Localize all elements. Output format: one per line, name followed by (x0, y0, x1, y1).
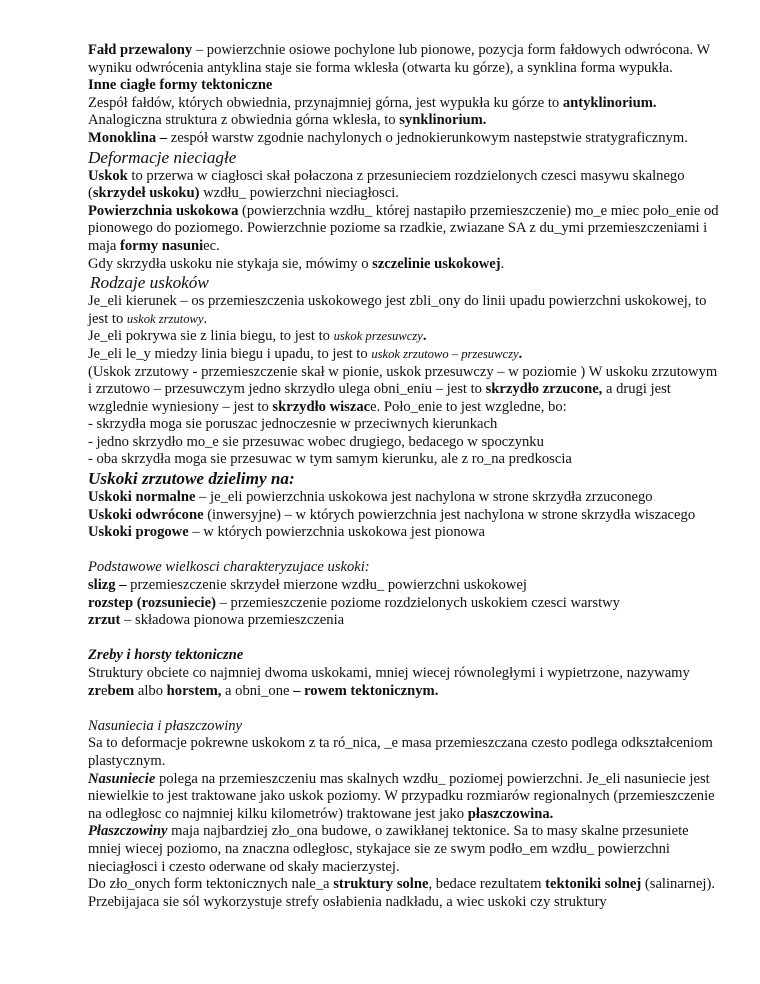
term-monoklina: Monoklina – (88, 129, 168, 146)
term-zreb-bem: bem (107, 682, 135, 699)
paragraph-deformacje-pokrewne: Sa to deformacje pokrewne uskokom z ta ró_nica, _e masa przemieszczana czesto podlega odkształceniom plastycznym. (88, 735, 713, 769)
paragraph-zreby (88, 665, 720, 700)
term-slizg: slizg – (88, 577, 127, 594)
term-row-tektoniczny: – rowem tektonicznym. (293, 682, 439, 699)
subheading-inne-ciagle-formy (88, 77, 720, 95)
term-uskok: Uskok (88, 167, 128, 184)
paragraph-plaszczowiny (88, 823, 720, 876)
paragraph-text: Analogiczna struktura z obwiednia górna wklesła, to (88, 112, 400, 129)
term-plaszczowina: płaszczowina. (467, 805, 554, 822)
paragraph-powierzchnia-uskokowa (88, 203, 720, 256)
paragraph-text: , bedace rezultatem (428, 876, 546, 893)
term-nasuniecie: Nasuni (88, 770, 132, 787)
heading-podstawowe-wielkosci: Podstawowe wielkosci charakteryzujace uskoki: (88, 559, 370, 576)
paragraph-text: ec. (203, 237, 220, 254)
heading-rodzaje-uskokow: Rodzaje uskoków (90, 273, 209, 293)
heading-zreby-horsty: Zreby i horsty tektoniczne (88, 647, 244, 664)
term-skrzydlo-wiszace: skrzydło wiszac (272, 398, 371, 415)
term-nasuniecie-cont: ecie (131, 770, 156, 787)
paragraph-struktury-solne (88, 876, 720, 911)
term-skrzydel-uskoku: skrzydeł uskoku) (92, 185, 200, 202)
subheading-text: Inne ciagłe formy tektoniczne (88, 77, 273, 94)
term-zreb-e: e (100, 682, 108, 699)
term-synklinorium: synklinorium. (399, 112, 487, 129)
term-plaszczowiny: Płaszczowiny (88, 823, 168, 840)
paragraph-monoklina (88, 130, 720, 148)
term-uskok-przesuwczy: uskok przesuwczy (333, 329, 423, 344)
paragraph-text: – w których powierzchnia uskokowa jest pionowa (188, 524, 485, 541)
paragraph-text: . (500, 255, 505, 272)
paragraph-text: a obni_one (221, 682, 294, 699)
term-szczelina-uskokowa: szczelinie uskokowej (372, 255, 501, 272)
paragraph-text: – składowa pionowa przemieszczenia (120, 612, 345, 629)
paragraph-text: Zespół fałdów, których obwiednia, przynajmniej górna, jest wypukła ku górze to (88, 94, 563, 111)
paragraph-text: (salinarnej). Przebijajaca sie sól wykorzystuje strefy osłabienia nadkładu, a wiec uskoki czy struktury (88, 876, 715, 910)
paragraph-skrzydla (88, 364, 720, 417)
term-rozstep-cont: ecie) (187, 594, 216, 611)
term-uskok-zrzutowo-przesuwczy: uskok zrzutowo – przesuwczy (371, 346, 519, 361)
heading-uskoki-zrzutowe: Uskoki zrzutowe dzielimy na: (88, 469, 295, 489)
term-uskoki-progowe: Uskoki progowe (88, 524, 189, 541)
paragraph-text: Je_eli le_y miedzy linia biegu i upadu, to jest to (88, 345, 372, 362)
paragraph-text: Je_eli kierunek – os przemieszczenia uskokowego jest zbli_ony do linii upadu powierzchni uskokowej, to jest to (88, 293, 707, 327)
paragraph-zrzut (88, 612, 720, 630)
term-uskoki-normalne: Uskoki normalne (88, 489, 196, 506)
paragraph-uskok-przesuwczy (88, 328, 720, 346)
paragraph-text: . (203, 310, 208, 327)
paragraph-text: zespół warstw zgodnie nachylonych o jednokierunkowym nastepstwie stratygraficznym. (167, 129, 688, 146)
paragraph-nasuniecie (88, 771, 720, 824)
paragraph-text: polega na przemieszczeniu mas skalnych wzdłu_ poziomej powierzchni. Je_eli nasuniecie jest niewielkie to jest traktowane jako uskok poziomy. W przypadku rozmiarów regionalnych (przemieszczenie na odległosc co najmniej kilku kilometrów) traktowane jest jako (88, 770, 715, 822)
spacer (88, 700, 720, 718)
paragraph-uskok (88, 168, 720, 203)
paragraph-text: e. Poło_enie to jest wzgledne, bo: (370, 398, 567, 415)
term-zreb: zr (88, 682, 101, 699)
term-horst: horstem, (166, 682, 222, 699)
paragraph-text: a drugi jest wzglednie wyniesiony – jest to (88, 381, 671, 415)
list-item: - skrzydła moga sie poruszac jednoczesnie w przeciwnych kierunkach (88, 416, 498, 433)
paragraph-text: to przerwa w ciagłosci skał połaczona z przesunieciem rozdzielonych czesci masywu skalnego ( (88, 167, 685, 202)
paragraph-text: – je_eli powierzchnia uskokowa jest nachylona w strone skrzydła zrzuconego (195, 489, 653, 506)
paragraph-antyklinorium (88, 95, 720, 130)
paragraph-text: . (518, 345, 523, 362)
term-tektonika-solna: tektoniki solnej (545, 876, 642, 893)
term-formy-nasuniec: formy nasuni (120, 237, 204, 254)
heading-deformacje-nieciagle: Deformacje nieciagłe (88, 147, 237, 167)
term-antyklinorium: antyklinorium. (562, 94, 657, 111)
paragraph-rozstep (88, 595, 720, 613)
term-uskok-zrzutowy: uskok zrzutowy (126, 311, 204, 326)
term-uskoki-odwrocone: Uskoki odwrócone (88, 506, 204, 523)
paragraph-text: Do zło_onych form tektonicznych nale_a (88, 876, 334, 893)
list-item: - jedno skrzydło mo_e sie przesuwac wobec drugiego, bedacego w spoczynku (88, 433, 544, 450)
spacer (88, 542, 720, 560)
paragraph-text: maja najbardziej zło_ona budowe, o zawikłanej tektonice. Sa to masy skalne przesuniete mniej wiecej poziomo, na znaczna odległosc, stykajace sie ze swym podło_em wzdłu_ powierzchni nieciagłosci i czesto oderwane od skały macierzystej. (88, 823, 689, 875)
paragraph-text: albo (134, 682, 167, 699)
term-fald-przewalony: Fałd przewalony (88, 42, 193, 58)
paragraph-uskok-zrzutowy (88, 293, 720, 328)
term-skrzydlo-zrzucone: skrzydło zrzucone, (485, 381, 603, 398)
list-item: - oba skrzydła moga sie przesuwac w tym samym kierunku, ale z ro_na predkoscia (88, 451, 572, 468)
term-zrzut: zrzut (88, 612, 121, 629)
paragraph-text: Je_eli pokrywa sie z linia biegu, to jest to (88, 328, 334, 345)
paragraph-text: – przemieszczenie poziome rozdzielonych uskokiem czesci warstwy (215, 594, 620, 611)
term-powierzchnia-uskokowa: Powierzchnia uskokowa (88, 202, 239, 219)
paragraph-text: (powierzchnia wzdłu_ której nastapiło przemieszczenie) mo_e miec poło_enie od pionowego do poziomego. Powierzchnie poziome sa rzadkie, zwiazane SA z du_ymi przemieszczeniami i maja (88, 202, 719, 254)
paragraph-text: wzdłu_ powierzchni nieciagłosci. (199, 185, 399, 202)
term-rozstep: rozstep (rozsuni (88, 594, 188, 611)
paragraph-text: – powierzchnie osiowe pochylone lub pionowe, pozycja form fałdowych odwrócona. W wyniku odwrócenia antyklina staje sie forma wklesła (otwarta ku górze), a synklina forma wypukła. (88, 42, 710, 76)
paragraph-text: . (422, 328, 427, 345)
paragraph-slizg (88, 577, 720, 595)
paragraph-text: (inwersyjne) – w których powierzchnia jest nachylona w strone skrzydła wiszacego (203, 506, 696, 523)
paragraph-fald-przewalony (88, 42, 720, 77)
paragraph-uskok-zrzutowo-przesuwczy (88, 346, 720, 364)
paragraph-text: przemieszczenie skrzydeł mierzone wzdłu_ powierzchni uskokowej (126, 577, 527, 594)
paragraph-uskoki-normalne (88, 489, 720, 507)
paragraph-text: Gdy skrzydła uskoku nie stykaja sie, mówimy o (88, 255, 373, 272)
heading-nasuniecia: Nasuniecia i płaszczowiny (88, 717, 243, 734)
paragraph-szczelina (88, 256, 720, 274)
paragraph-text: (Uskok zrzutowy - przemieszczenie skał w pionie, uskok przesuwczy – w poziomie ) W uskoku zrzutowym i zrzutowo – przesuwczym jedno skrzydło ulega obni_eniu – jest to (88, 363, 718, 398)
spacer (88, 630, 720, 648)
paragraph-uskoki-odwrocone (88, 507, 720, 525)
term-struktury-solne: struktury solne (333, 876, 429, 893)
paragraph-text: Struktury obciete co najmniej dwoma uskokami, mniej wiecej równoległymi i wypietrzone, nazywamy (88, 665, 690, 681)
paragraph-uskoki-progowe (88, 524, 720, 542)
